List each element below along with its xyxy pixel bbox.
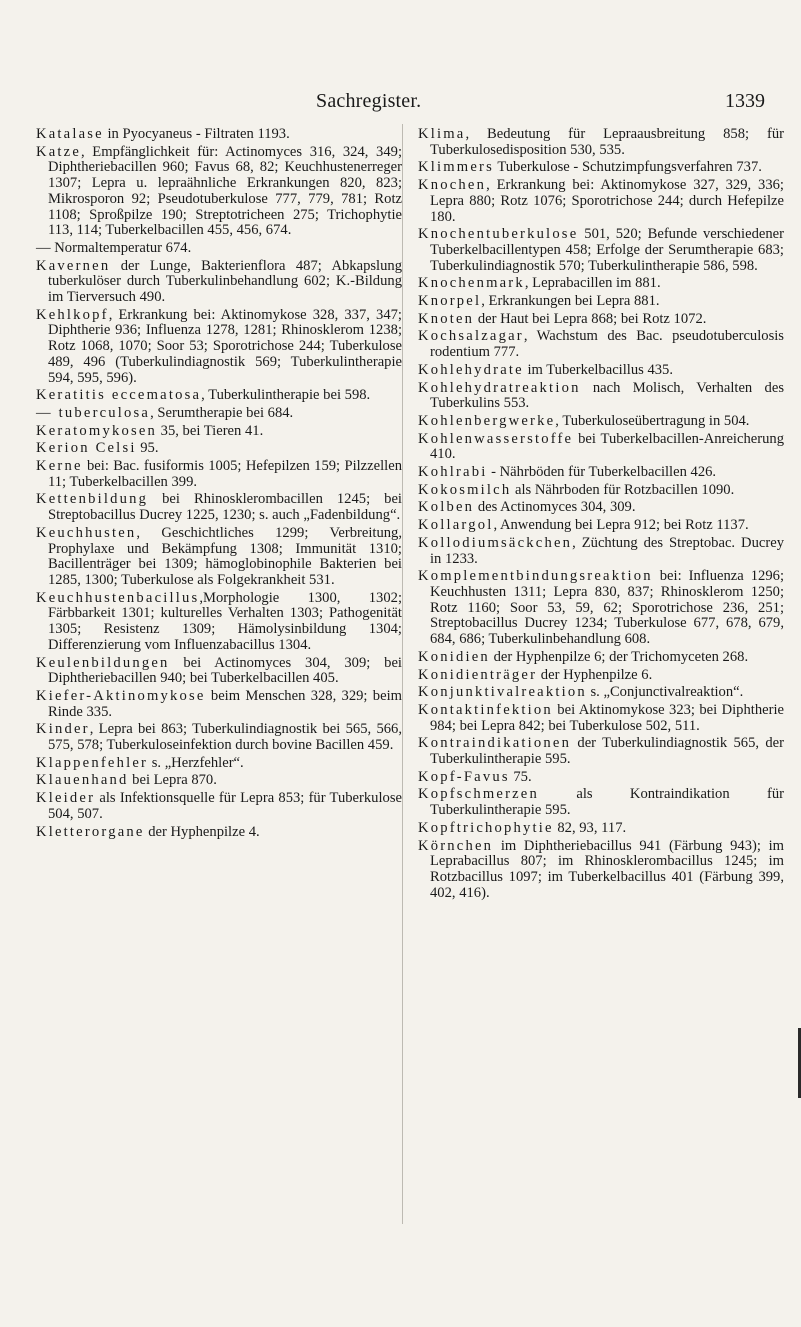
index-entry-references: bei: Bac. fusiformis 1005; Hefepilzen 159; Pilzzellen 11; Tuberkelbacillen 399. — [48, 458, 402, 490]
index-entry — [36, 722, 402, 753]
index-entry — [418, 685, 784, 701]
index-entry-references: 95. — [136, 440, 159, 457]
index-entry-term: Kavernen — [36, 257, 111, 274]
index-entry-term: Kehlkopf — [36, 306, 109, 323]
index-entry-term: Kollodiumsäckchen — [418, 534, 573, 551]
index-entry-term: Keuchhustenbacillus — [36, 589, 200, 606]
index-entry-references: bei Aktinomykose 323; bei Diphtherie 984; bei Lepra 842; bei Tuberkulose 502, 511. — [430, 701, 784, 734]
index-entry-term: Konidien — [418, 648, 490, 665]
index-entry-references: bei Actinomyces 304, 309; bei Diphtheriebacillen 940; bei Tuberkelbacillen 405. — [48, 654, 402, 687]
index-entry-references: 35, bei Tieren 41. — [157, 422, 264, 439]
index-entry — [418, 703, 784, 734]
index-entry-references: , Leprabacillen im 881. — [524, 275, 661, 292]
index-entry-references: bei: Influenza 1296; Keuchhusten 1311; Lepra 830, 837; Rhinosklerom 1250; Rotz 1160; Soor 53, 59, 62; Sporotrichose 236, 251; Streptobacillus Ducrey 1234; Tuberkulose 677, 678, 679, 684, 686; Tuberkulinbehandlung 608. — [430, 568, 784, 648]
index-entry — [418, 227, 784, 274]
index-entry-references: , Züchtung des Streptobac. Ducrey in 1233. — [430, 534, 784, 567]
index-entry-term: Kettenbildung — [36, 491, 149, 508]
index-entry-term: Klima — [418, 126, 466, 142]
index-entry — [418, 736, 784, 767]
index-entry — [418, 787, 784, 818]
index-entry — [36, 825, 402, 841]
index-entry-term: Kiefer-Aktinomykose — [36, 687, 206, 704]
index-entry-term: Kletterorgane — [36, 823, 145, 840]
index-entry — [36, 145, 402, 239]
index-entry-references: , Tuberkuloseübertragung in 504. — [555, 412, 750, 429]
index-entry-term: Kontaktinfektion — [418, 701, 553, 718]
index-entry — [418, 770, 784, 786]
index-entry-term: Knoten — [418, 310, 475, 327]
index-entry-term: Knochen — [418, 177, 487, 194]
index-entry — [418, 294, 784, 310]
index-entry-term: Knochenmark — [418, 275, 525, 292]
index-entry-references: - Nährböden für Tuberkelbacillen 426. — [487, 464, 717, 481]
index-entry-term: Kohlrabi — [418, 464, 488, 481]
index-entry-term: Kinder — [36, 721, 90, 738]
index-entry-references: , Bedeutung für Lepraausbreitung 858; für Tuberkulosedisposition 530, 535. — [430, 126, 784, 158]
index-entry-term: Kerion Celsi — [36, 440, 137, 457]
index-entry-references: im Diphtheriebacillus 941 (Färbung 943); im Leprabacillus 807; im Rhinosklerombacillus 1245; im Rotzbacillus 1097; im Tuberkelbacillus 401 (Färbung 399, 402, 416). — [430, 837, 784, 901]
index-entry-references: als Kontraindikation für Tuberkulintherapie 595. — [430, 786, 784, 819]
index-entry — [418, 518, 784, 534]
index-entry-references: bei Rhinosklerombacillen 1245; bei Streptobacillus Ducrey 1225, 1230; s. auch „Fadenbildung“. — [48, 491, 402, 524]
index-entry-references: , Erkrankung bei: Aktinomykose 328, 337, 347; Diphtherie 936; Influenza 1278, 1281; Rhinosklerom 1238; Rotz 1068, 1070; Soor 53; Sporotrichose 244; Tuberkulose 489, 496 (Tuberkulindiagnostik 569; Tuberkulintherapie 594, 595, 596). — [48, 306, 402, 386]
index-entry — [36, 756, 402, 772]
index-entry-term: Keratomykosen — [36, 422, 158, 439]
index-entry-term: Klappenfehler — [36, 754, 149, 771]
index-entry — [36, 773, 402, 789]
index-entry-term: Kokosmilch — [418, 481, 512, 498]
index-entry-term: Knorpel — [418, 293, 482, 310]
index-entry-term: Komplementbindungsreaktion — [418, 568, 653, 585]
index-entry — [418, 329, 784, 360]
index-entry — [418, 536, 784, 567]
index-entry-term: Kontraindikationen — [418, 735, 572, 752]
index-entry-references: beim Menschen 328, 329; beim Rinde 335. — [48, 687, 402, 720]
index-entry-term: Klauenhand — [36, 772, 129, 789]
index-entry — [418, 127, 784, 158]
index-entry-term: Kohlehydrate — [418, 361, 524, 378]
index-entry — [36, 526, 402, 589]
index-entry-term: Klimmers — [418, 159, 494, 176]
index-entry — [36, 656, 402, 687]
index-entry-references: , Erkrankungen bei Lepra 881. — [481, 293, 660, 310]
index-entry-term: Kohlenbergwerke — [418, 412, 556, 429]
index-entry-term: Kolben — [418, 499, 475, 516]
index-entry — [36, 241, 402, 257]
index-entry — [418, 381, 784, 412]
index-entry — [36, 388, 402, 404]
index-entry — [418, 821, 784, 837]
index-entry-references: , Tuberkulintherapie bei 598. — [201, 387, 371, 404]
index-entry-references: der Hyphenpilze 6. — [537, 666, 653, 683]
index-entry-references: bei Tuberkelbacillen-Anreicherung 410. — [430, 430, 784, 463]
index-entry — [418, 465, 784, 481]
index-column-right — [418, 127, 784, 903]
index-entry-term: Keratitis eccematosa — [36, 387, 202, 404]
page-header-title: Sachregister. — [316, 90, 422, 112]
index-entry — [36, 406, 402, 422]
index-entry-references: 75. — [509, 768, 532, 785]
index-entry-references: der Haut bei Lepra 868; bei Rotz 1072. — [474, 310, 707, 327]
index-entry-references: , Wachstum des Bac. pseudotuberculosis rodentium 777. — [430, 328, 784, 361]
index-entry-references: , Empfänglichkeit für: Actinomyces 316, 324, 349; Diphtheriebacillen 960; Favus 68, 82; Keuchhustenerreger 1307; Lepra u. lepraähnliche Erkrankungen 820, 823; Mikrosporon 92; Pseudotuberkulose 777, 779, 781; Rotz 1108; Sproßpilze 190; Streptotricheen 275; Trichophytie 113, 114; Tuberkelbacillen 455, 456, 674. — [48, 143, 402, 239]
index-entry-references: , Geschichtliches 1299; Verbreitung, Prophylaxe und Bekämpfung 1308; Immunität 1310; Bacillenträger bei 1309; hämoglobinophile Bakterien bei 1285, 1300; Tuberkulose als Folgekrankheit 531. — [48, 524, 402, 588]
index-entry-term: Konidienträger — [418, 666, 538, 683]
index-entry — [36, 127, 402, 143]
index-entry-term: Kollargol — [418, 517, 494, 534]
index-entry-references: der Hyphenpilze 4. — [144, 823, 260, 840]
index-entry-term: Kopftrichophytie — [418, 819, 554, 836]
index-entry — [418, 432, 784, 463]
index-entry-references: des Actinomyces 304, 309. — [474, 499, 636, 516]
index-entry-references: als Infektionsquelle für Lepra 853; für Tuberkulose 504, 507. — [48, 790, 402, 822]
index-entry-term: Knochentuberkulose — [418, 226, 579, 243]
index-entry-term: Körnchen — [418, 837, 494, 854]
index-entry — [36, 259, 402, 306]
index-entry — [418, 839, 784, 902]
index-entry — [418, 312, 784, 328]
index-entry — [36, 308, 402, 387]
index-entry-references: der Tuberkulindiagnostik 565, der Tuberkulintherapie 595. — [430, 735, 784, 768]
index-entry-term: Kleider — [36, 790, 96, 807]
index-entry-term: Kopf-Favus — [418, 768, 510, 785]
index-entry-term: Kopfschmerzen — [418, 786, 539, 803]
index-entry-references: , Anwendung bei Lepra 912; bei Rotz 1137. — [493, 517, 749, 534]
column-divider — [402, 124, 403, 1224]
index-entry-term: Keulenbildungen — [36, 654, 170, 671]
page-number: 1339 — [725, 90, 765, 112]
index-entry — [36, 459, 402, 490]
index-entry — [36, 791, 402, 822]
index-entry — [36, 689, 402, 720]
index-entry — [418, 668, 784, 684]
index-entry-references: im Tuberkelbacillus 435. — [523, 361, 674, 378]
index-entry — [418, 483, 784, 499]
index-entry — [418, 650, 784, 666]
index-entry-references: 82, 93, 117. — [553, 819, 627, 836]
index-entry-references: , Serumtherapie bei 684. — [150, 404, 294, 421]
index-entry-references: — Normaltemperatur 674. — [36, 239, 192, 256]
index-entry-references: nach Molisch, Verhalten des Tuberkulins 553. — [430, 379, 784, 412]
index-entry — [418, 500, 784, 516]
index-entry — [36, 441, 402, 457]
index-entry-term: Kerne — [36, 458, 83, 475]
index-entry-references: der Lunge, Bakterienflora 487; Abkapslung tuberkulöser durch Tuberkulinbehandlung 602; K.-Bildung im Tierversuch 490. — [48, 257, 402, 306]
index-entry-references: ,Morphologie 1300, 1302; Färbbarkeit 1301; kulturelles Verhalten 1303; Pathogenität 1305; Resistenz 1309; Hämolysinbildung 1304; Differenzierung vom Influenzabacillus 1304. — [48, 589, 402, 653]
index-entry-references: , Lepra bei 863; Tuberkulindiagnostik bei 565, 566, 575, 578; Tuberkuloseinfektion durch bovine Bacillen 459. — [48, 721, 402, 754]
index-entry-references: Tuberkulose - Schutzimpfungsverfahren 737. — [493, 159, 762, 176]
index-entry — [418, 276, 784, 292]
index-entry — [36, 492, 402, 523]
index-entry-references: 501, 520; Befunde verschiedener Tuberkelbacillentypen 458; Erfolge der Serumtherapie 683; Tuberkulindiagnostik 570; Tuberkulintherapie 586, 598. — [430, 226, 784, 274]
index-entry-term: — tuberculosa — [36, 404, 151, 421]
index-entry — [36, 591, 402, 654]
index-entry-references: in Pyocyaneus - Filtraten 1193. — [103, 126, 290, 142]
index-entry — [418, 569, 784, 648]
index-entry-term: Kochsalzagar — [418, 328, 524, 345]
index-entry-term: Konjunktivalreaktion — [418, 684, 587, 701]
index-column-left — [36, 127, 402, 842]
index-entry-term: Keuchhusten — [36, 524, 137, 541]
index-entry — [36, 424, 402, 440]
index-entry-references: s. „Herzfehler“. — [148, 754, 244, 771]
index-entry-references: bei Lepra 870. — [128, 772, 217, 789]
index-entry — [418, 160, 784, 176]
index-entry-term: Katalase — [36, 126, 104, 142]
index-entry — [418, 414, 784, 430]
index-entry-references: der Hyphenpilze 6; der Trichomyceten 268. — [489, 648, 749, 665]
index-entry-references: als Nährboden für Rotzbacillen 1090. — [511, 481, 735, 498]
index-entry — [418, 178, 784, 225]
index-entry-term: Kohlehydratreaktion — [418, 379, 581, 396]
index-entry-term: Kohlenwasserstoffe — [418, 430, 574, 447]
index-entry-term: Katze — [36, 143, 82, 160]
index-entry-references: , Erkrankung bei: Aktinomykose 327, 329, 336; Lepra 880; Rotz 1076; Sporotrichose 244; durch Hefepilze 180. — [430, 177, 784, 225]
index-entry — [418, 363, 784, 379]
index-entry-references: s. „Conjunctivalreaktion“. — [586, 684, 744, 701]
